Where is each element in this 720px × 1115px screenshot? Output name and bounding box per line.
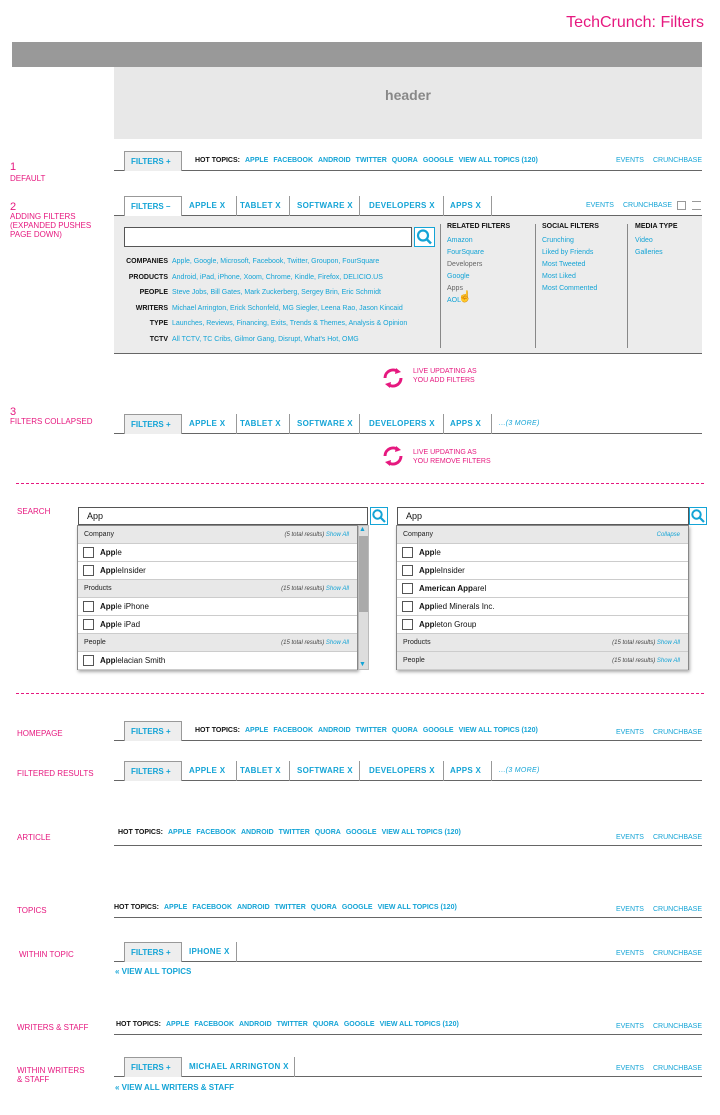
divider	[16, 483, 704, 484]
filter-row: TCTV All TCTV, TC Cribs, Gilmor Gang, Disrupt, What's Hot, OMG	[149, 335, 359, 343]
filters-toggle[interactable]: FILTERS +	[124, 414, 182, 434]
result-row[interactable]: Appleton Group	[397, 616, 688, 634]
active-tab-apps[interactable]: APPS X	[450, 201, 482, 210]
list-view-icon[interactable]	[692, 201, 701, 210]
filter-bar-within-topic	[114, 942, 702, 962]
group-products: Products (15 total results) Show All	[397, 634, 688, 652]
filters-panel	[114, 216, 702, 354]
label-default: 1 DEFAULT	[10, 161, 46, 183]
divider	[16, 693, 704, 694]
filter-bar-default	[114, 151, 702, 171]
right-links: EVENTS CRUNCHBASE	[615, 729, 702, 736]
checkbox[interactable]	[402, 619, 413, 630]
active-tab-developers[interactable]: DEVELOPERS X	[369, 419, 435, 428]
result-row[interactable]: American Apparel	[397, 580, 688, 598]
filter-row: TYPE Launches, Reviews, Financing, Exits, Trends & Themes, Analysis & Opinion	[149, 320, 408, 327]
filters-toggle[interactable]: FILTERS –	[124, 196, 182, 216]
filter-bar-filtered	[114, 761, 702, 781]
view-all-topics-link[interactable]: « VIEW ALL TOPICS	[115, 967, 192, 976]
search-results-right	[396, 525, 689, 670]
filter-bar-within-writers	[114, 1057, 702, 1077]
checkbox[interactable]	[402, 547, 413, 558]
view-all-writers-link[interactable]: « VIEW ALL WRITERS & STAFF	[115, 1083, 234, 1092]
active-tab-tablet[interactable]: TABLET X	[240, 766, 281, 775]
label-within-topic: WITHIN TOPIC	[19, 950, 74, 959]
filter-bar-expanded	[114, 196, 702, 216]
header-placeholder: header	[114, 67, 702, 139]
hot-topics: HOT TOPICS: APPLE FACEBOOK ANDROID TWITTER QUORA GOOGLE VIEW ALL TOPICS (120)	[195, 727, 538, 734]
label-default-number: 1	[10, 161, 17, 173]
active-tab-michael-arrington[interactable]: MICHAEL ARRINGTON X	[189, 1062, 289, 1071]
scrollbar-thumb[interactable]	[359, 536, 368, 612]
active-tab-developers[interactable]: DEVELOPERS X	[369, 201, 435, 210]
result-row[interactable]: Apple iPhone	[78, 598, 357, 616]
search-icon[interactable]	[370, 507, 388, 525]
scroll-down-icon[interactable]: ▼	[359, 661, 366, 668]
label-writers: WRITERS & STAFF	[17, 1023, 89, 1032]
media-type: MEDIA TYPE Video Galleries	[635, 223, 678, 256]
more-filters-link[interactable]: ...(3 MORE)	[499, 420, 540, 427]
filters-toggle[interactable]: FILTERS +	[124, 761, 182, 781]
label-filtered: FILTERED RESULTS	[17, 769, 94, 778]
label-article: ARTICLE	[17, 833, 51, 842]
result-row[interactable]: Apple	[397, 544, 688, 562]
checkbox[interactable]	[402, 565, 413, 576]
filter-row: WRITERS Michael Arrington, Erick Schonfeld, MG Siegler, Leena Rao, Jason Kincaid	[135, 304, 403, 312]
filter-row: PRODUCTS Android, iPad, iPhone, Xoom, Chrome, Kindle, Firefox, DELICIO.US	[128, 273, 383, 281]
right-links: EVENTS CRUNCHBASE	[615, 157, 702, 164]
active-tab-iphone[interactable]: IPHONE X	[189, 947, 230, 956]
nav-bar-topics	[114, 898, 702, 918]
checkbox[interactable]	[402, 601, 413, 612]
search-input-left[interactable]: App	[78, 507, 368, 525]
hot-topics: HOT TOPICS: APPLE FACEBOOK ANDROID TWITTER QUORA GOOGLE VIEW ALL TOPICS (120)	[116, 1021, 459, 1028]
right-links: EVENTS CRUNCHBASE	[585, 202, 672, 209]
active-tab-developers[interactable]: DEVELOPERS X	[369, 766, 435, 775]
filters-toggle[interactable]: FILTERS +	[124, 151, 182, 171]
checkbox[interactable]	[402, 583, 413, 594]
live-remove-note: LIVE UPDATING AS YOU REMOVE FILTERS	[413, 449, 491, 465]
result-row[interactable]: Apple	[78, 544, 357, 562]
group-people: People (15 total results) Show All	[78, 634, 357, 652]
checkbox[interactable]	[83, 655, 94, 666]
hot-topics: HOT TOPICS: APPLE FACEBOOK ANDROID TWITTER QUORA GOOGLE VIEW ALL TOPICS (120)	[118, 829, 461, 836]
filters-toggle[interactable]: FILTERS +	[124, 942, 182, 962]
right-links: EVENTS CRUNCHBASE	[615, 834, 702, 841]
result-row[interactable]: Applied Minerals Inc.	[397, 598, 688, 616]
filters-toggle[interactable]: FILTERS +	[124, 1057, 182, 1077]
filter-row: PEOPLE Steve Jobs, Bill Gates, Mark Zuckerberg, Sergey Brin, Eric Schmidt	[139, 289, 381, 296]
scrollbar[interactable]	[358, 525, 369, 670]
filter-categories	[124, 254, 407, 347]
top-bar	[12, 42, 702, 67]
right-links: EVENTS CRUNCHBASE	[615, 1065, 702, 1072]
label-adding: 2 ADDING FILTERS (EXPANDED PUSHES PAGE DOWN)	[10, 201, 92, 239]
label-search: SEARCH	[17, 507, 51, 516]
active-tab-tablet[interactable]: TABLET X	[240, 201, 281, 210]
active-tab-apps[interactable]: APPS X	[450, 766, 482, 775]
active-tab-apple[interactable]: APPLE X	[189, 419, 226, 428]
result-row[interactable]: Apple iPad	[78, 616, 357, 634]
label-collapsed: 3 FILTERS COLLAPSED	[10, 406, 93, 426]
right-links: EVENTS CRUNCHBASE	[615, 1023, 702, 1030]
nav-bar-article	[114, 826, 702, 846]
active-tab-apple[interactable]: APPLE X	[189, 766, 226, 775]
search-icon[interactable]	[689, 507, 707, 525]
active-tab-tablet[interactable]: TABLET X	[240, 419, 281, 428]
refresh-icon	[380, 443, 406, 474]
search-icon[interactable]	[414, 227, 435, 247]
search-input-right[interactable]: App	[397, 507, 689, 525]
live-add-note: LIVE UPDATING AS YOU ADD FILTERS	[413, 368, 477, 384]
right-links: EVENTS CRUNCHBASE	[615, 906, 702, 913]
result-row[interactable]: AppleInsider	[78, 562, 357, 580]
active-tab-software[interactable]: SOFTWARE X	[297, 419, 353, 428]
filter-bar-collapsed	[114, 414, 702, 434]
social-filters: SOCIAL FILTERS Crunching Liked by Friends Most Tweeted Most Liked Most Commented	[542, 223, 599, 292]
checkbox[interactable]	[83, 565, 94, 576]
active-tab-software[interactable]: SOFTWARE X	[297, 766, 353, 775]
refresh-icon	[380, 365, 406, 396]
label-homepage: HOMEPAGE	[17, 729, 63, 738]
checkbox[interactable]	[83, 547, 94, 558]
filters-toggle[interactable]: FILTERS +	[124, 721, 182, 741]
group-people: People (15 total results) Show All	[397, 652, 688, 670]
group-products: Products (15 total results) Show All	[78, 580, 357, 598]
group-company: Company (5 total results) Show All	[78, 526, 357, 544]
label-within-writers: WITHIN WRITERS & STAFF	[17, 1066, 85, 1084]
cursor-hand-icon: ☝	[458, 291, 472, 303]
page-title: TechCrunch: Filters	[566, 14, 704, 31]
filter-bar-homepage	[114, 721, 702, 741]
filter-row: COMPANIES Apple, Google, Microsoft, Facebook, Twitter, Groupon, FourSquare	[126, 258, 380, 265]
grid-view-icon[interactable]	[677, 201, 686, 210]
active-tab-apple[interactable]: APPLE X	[189, 201, 226, 210]
nav-bar-writers	[114, 1015, 702, 1035]
search-results-left	[77, 525, 358, 670]
result-row[interactable]: Applelacian Smith	[78, 652, 357, 670]
filter-search-input[interactable]	[124, 227, 412, 247]
active-tab-software[interactable]: SOFTWARE X	[297, 201, 353, 210]
checkbox[interactable]	[83, 619, 94, 630]
hot-topics: HOT TOPICS: APPLE FACEBOOK ANDROID TWITTER QUORA GOOGLE VIEW ALL TOPICS (120)	[195, 157, 538, 164]
related-filters: RELATED FILTERS Amazon FourSquare Developers Google Apps AOL	[447, 223, 511, 304]
active-tab-apps[interactable]: APPS X	[450, 419, 482, 428]
group-company: Company Collapse	[397, 526, 688, 544]
result-row[interactable]: AppleInsider	[397, 562, 688, 580]
more-filters-link[interactable]: ...(3 MORE)	[499, 767, 540, 774]
label-topics: TOPICS	[17, 906, 47, 915]
scroll-up-icon[interactable]: ▲	[359, 526, 366, 533]
right-links: EVENTS CRUNCHBASE	[615, 950, 702, 957]
checkbox[interactable]	[83, 601, 94, 612]
hot-topics: HOT TOPICS: APPLE FACEBOOK ANDROID TWITTER QUORA GOOGLE VIEW ALL TOPICS (120)	[114, 904, 457, 911]
